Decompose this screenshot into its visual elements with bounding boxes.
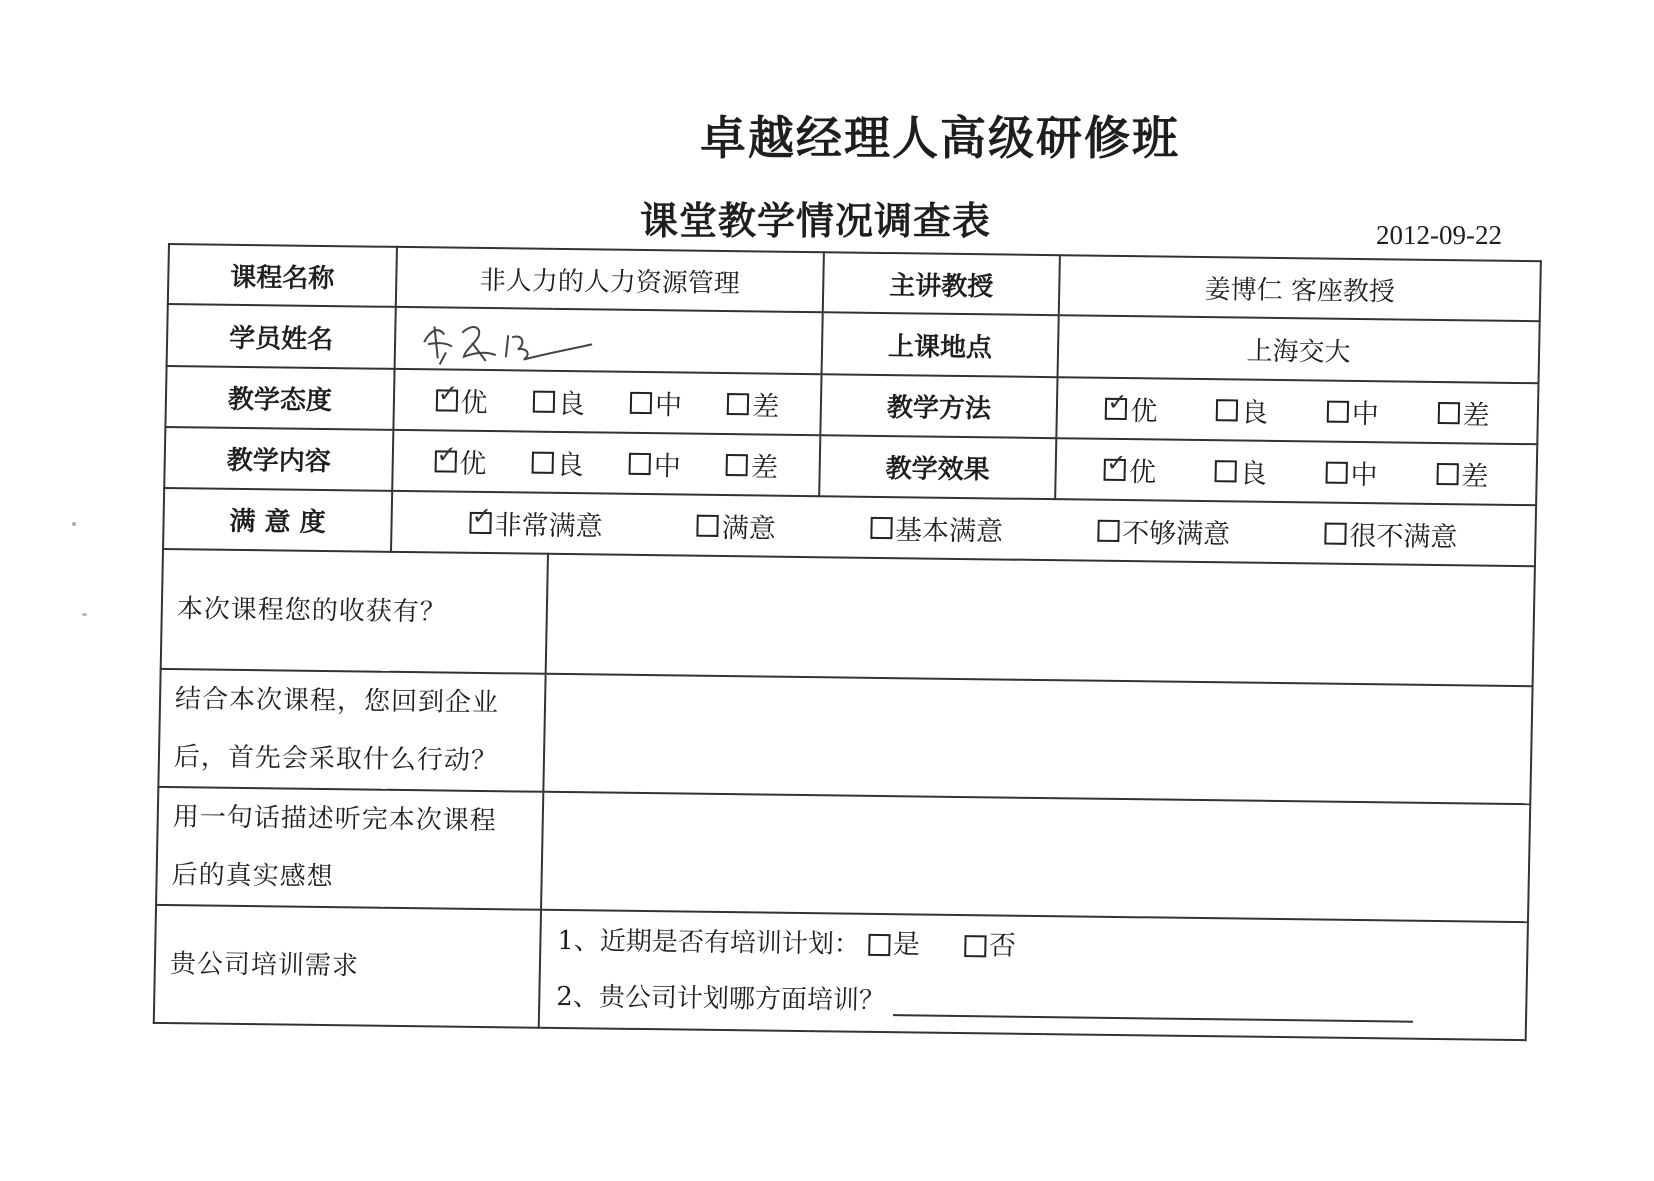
effect-option-poor[interactable]: 差 [1436, 454, 1489, 494]
attitude-option-poor[interactable]: 差 [727, 384, 780, 424]
teaching-attitude-options [393, 369, 821, 435]
method-option-good[interactable]: 良 [1216, 390, 1269, 430]
content-option-excellent[interactable]: ✓ 优 [434, 441, 487, 481]
course-name-label: 课程名称 [168, 244, 397, 307]
row-q2 [158, 669, 1532, 804]
checkbox-icon[interactable] [1324, 522, 1346, 544]
checkbox-checked-icon[interactable] [469, 511, 491, 533]
checkbox-icon[interactable] [870, 516, 892, 538]
satisfaction-option-very[interactable]: ✓ 非常满意 [469, 503, 603, 544]
form-date: 2012-09-22 [1376, 220, 1502, 250]
checkbox-checked-icon[interactable] [1104, 458, 1126, 480]
survey-sheet [152, 243, 1540, 1072]
attitude-option-good[interactable]: 良 [532, 382, 585, 422]
method-option-excellent[interactable]: ✓ 优 [1105, 389, 1158, 429]
checkbox-icon[interactable] [533, 390, 555, 412]
checkbox-icon[interactable] [697, 514, 719, 536]
checkbox-icon[interactable] [726, 454, 748, 476]
checkbox-checked-icon[interactable] [435, 389, 457, 411]
training-plan-question: 1、近期是否有培训计划： [557, 925, 861, 960]
answer-gains-field[interactable] [546, 554, 1535, 686]
checkbox-icon[interactable] [964, 935, 986, 957]
training-plan-yes[interactable]: 是 [867, 917, 920, 974]
form-title: 课堂教学情况调查表 [640, 199, 992, 243]
professor-label: 主讲教授 [823, 252, 1060, 315]
teaching-effect-options [1055, 438, 1537, 505]
row-q1 [161, 549, 1535, 686]
attitude-option-excellent[interactable]: ✓ 优 [435, 380, 488, 420]
student-name-field[interactable] [395, 307, 823, 374]
checkbox-icon[interactable] [1097, 519, 1119, 541]
teaching-content-label: 教学内容 [164, 427, 393, 491]
training-needs-content [539, 910, 1528, 1040]
teaching-content-options [392, 430, 820, 496]
question-actions-line1: 结合本次课程，您回到企业 [174, 684, 500, 719]
question-actions [158, 669, 545, 792]
satisfaction-option-satisfied[interactable]: 满意 [696, 506, 776, 546]
course-name-value[interactable]: 非人力的人力资源管理 [396, 247, 824, 312]
content-option-medium[interactable]: 中 [629, 444, 682, 484]
location-label: 上课地点 [822, 312, 1059, 377]
question-feelings-line1: 用一句话描述听完本次课程 [172, 802, 498, 837]
survey-table [153, 243, 1542, 1041]
teaching-effect-label: 教学效果 [819, 435, 1056, 499]
method-option-poor[interactable]: 差 [1437, 393, 1490, 433]
checkbox-checked-icon[interactable] [1105, 397, 1127, 419]
row-q3 [156, 787, 1530, 922]
checkbox-icon[interactable] [1216, 399, 1238, 421]
scan-speck [72, 522, 76, 526]
satisfaction-label: 满 意 度 [163, 488, 392, 552]
training-area-line [556, 969, 1526, 1037]
training-plan-no[interactable]: 否 [963, 918, 1016, 975]
student-name-label: 学员姓名 [167, 304, 396, 369]
checkbox-icon[interactable] [630, 391, 652, 413]
satisfaction-option-basic[interactable]: 基本满意 [870, 508, 1004, 549]
attitude-option-medium[interactable]: 中 [630, 383, 683, 423]
question-gains: 本次课程您的收获有？ [161, 549, 548, 674]
handwritten-signature-icon [416, 312, 617, 373]
answer-actions-field[interactable] [543, 674, 1532, 804]
content-option-poor[interactable]: 差 [726, 445, 779, 485]
answer-feelings-field[interactable] [541, 792, 1530, 922]
question-feelings [156, 787, 543, 910]
checkbox-checked-icon[interactable] [434, 450, 456, 472]
question-actions-line2: 后，首先会采取什么行动？ [173, 742, 499, 777]
checkbox-icon[interactable] [727, 393, 749, 415]
satisfaction-option-very-unsatisfied[interactable]: 很不满意 [1324, 514, 1458, 555]
checkbox-icon[interactable] [1215, 460, 1237, 482]
satisfaction-option-insufficient[interactable]: 不够满意 [1097, 511, 1231, 552]
training-area-blank[interactable] [893, 986, 1414, 1023]
scan-speck [82, 613, 87, 616]
question-feelings-line2: 后的真实感想 [171, 860, 334, 893]
effect-option-medium[interactable]: 中 [1325, 453, 1378, 493]
checkbox-icon[interactable] [868, 934, 890, 956]
row-training-needs [154, 905, 1528, 1040]
effect-option-excellent[interactable]: ✓ 优 [1104, 450, 1157, 490]
professor-value[interactable]: 姜博仁 客座教授 [1059, 255, 1541, 321]
checkbox-icon[interactable] [1327, 400, 1349, 422]
teaching-attitude-label: 教学态度 [165, 366, 394, 430]
location-value[interactable]: 上海交大 [1058, 315, 1540, 383]
content-option-good[interactable]: 良 [531, 443, 584, 483]
checkbox-icon[interactable] [531, 451, 553, 473]
effect-option-good[interactable]: 良 [1214, 451, 1267, 491]
teaching-method-options [1056, 377, 1538, 444]
training-needs-label: 贵公司培训需求 [154, 905, 541, 1028]
checkbox-icon[interactable] [1436, 462, 1458, 484]
checkbox-icon[interactable] [1325, 461, 1347, 483]
method-option-medium[interactable]: 中 [1326, 392, 1379, 432]
checkbox-icon[interactable] [1437, 401, 1459, 423]
checkbox-icon[interactable] [629, 452, 651, 474]
main-title: 卓越经理人高级研修班 [700, 111, 1180, 165]
training-area-question: 2、贵公司计划哪方面培训？ [556, 981, 886, 1017]
teaching-method-label: 教学方法 [820, 374, 1057, 438]
